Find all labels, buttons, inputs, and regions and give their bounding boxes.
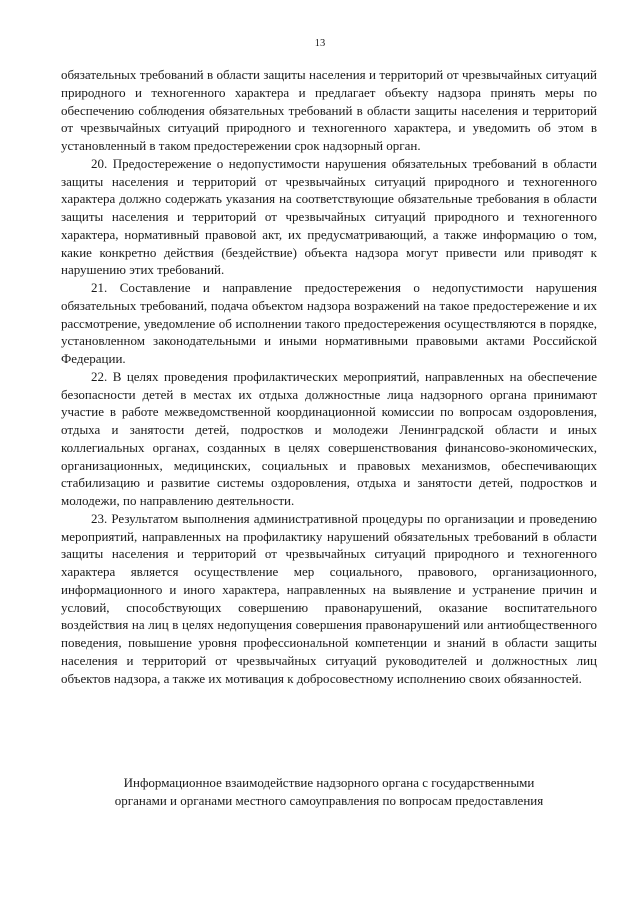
paragraph-continued: обязательных требований в области защиты населения и территорий от чрезвычайных ситуаций природного и техногенного характера и предлагает объекту надзора принять меры по обеспечению соблюдения обязательных требований в области защиты населения и территорий от чрезвычайных ситуаций природного и техногенного характера, и уведомить об этом в установленный в таком предостережении срок надзорный орган. bbox=[61, 67, 597, 153]
paragraph-22: 22. В целях проведения профилактических мероприятий, направленных на обеспечение безопасности детей в местах их отдыха должностные лица надзорного органа принимают участие в работе межведомственной координационной комиссии по вопросам оздоровления, отдыха и занятости детей, подростков и молодежи Ленинградской области и иных коллегиальных органах, созданных в целях совершенствования финансово-экономических, организационных, медицинских, социальных и правовых механизмов, обеспечивающих стабилизацию и развитие системы оздоровления, отдыха и занятости детей, подростков и молодежи, по направлению деятельности. bbox=[61, 368, 597, 508]
paragraph-23: 23. Результатом выполнения административной процедуры по организации и проведению мероприятий, направленных на профилактику нарушений обязательных требований в области защиты населения и территорий от чрезвычайных ситуаций природного и техногенного характера является осуществление мер социального, правового, организационного, информационного и иного характера, направленных на выявление и устранение причин и условий, способствующих совершению правонарушений, оказание воспитательного воздействия на лиц в целях недопущения совершения правонарушений или антиобщественного поведения, повышение уровня профессиональной компетенции и знаний в области защиты населения и территорий от чрезвычайных ситуаций руководителей и должностных лиц объектов надзора, а также их мотивация к добросовестному исполнению своих обязанностей. bbox=[61, 510, 597, 686]
section-heading bbox=[61, 774, 597, 810]
section-heading-line-1: Информационное взаимодействие надзорного органа с государственными bbox=[123, 775, 535, 790]
section-heading-line-2: органами и органами местного самоуправления по вопросам предоставления bbox=[114, 793, 544, 808]
paragraph-20: 20. Предостережение о недопустимости нарушения обязательных требований в области защиты населения и территорий от чрезвычайных ситуаций природного и техногенного характера должно содержать указания на соответствующие обязательные требования в области защиты населения и территорий от чрезвычайных ситуаций природного и техногенного характера, нормативный правовой акт, их предусматривающий, а также информацию о том, какие конкретно действия (бездействие) объекта надзора могут привести или приводят к нарушению этих требований. bbox=[61, 155, 597, 278]
paragraph-21: 21. Составление и направление предостережения о недопустимости нарушения обязательных требований, подача объектом надзора возражений на такое предостережение и их рассмотрение, уведомление об исполнении такого предостережения осуществляются в порядке, установленном законодательными и иными нормативными правовыми актами Российской Федерации. bbox=[61, 280, 597, 366]
document-body bbox=[61, 66, 597, 687]
page-number: 13 bbox=[314, 38, 326, 49]
